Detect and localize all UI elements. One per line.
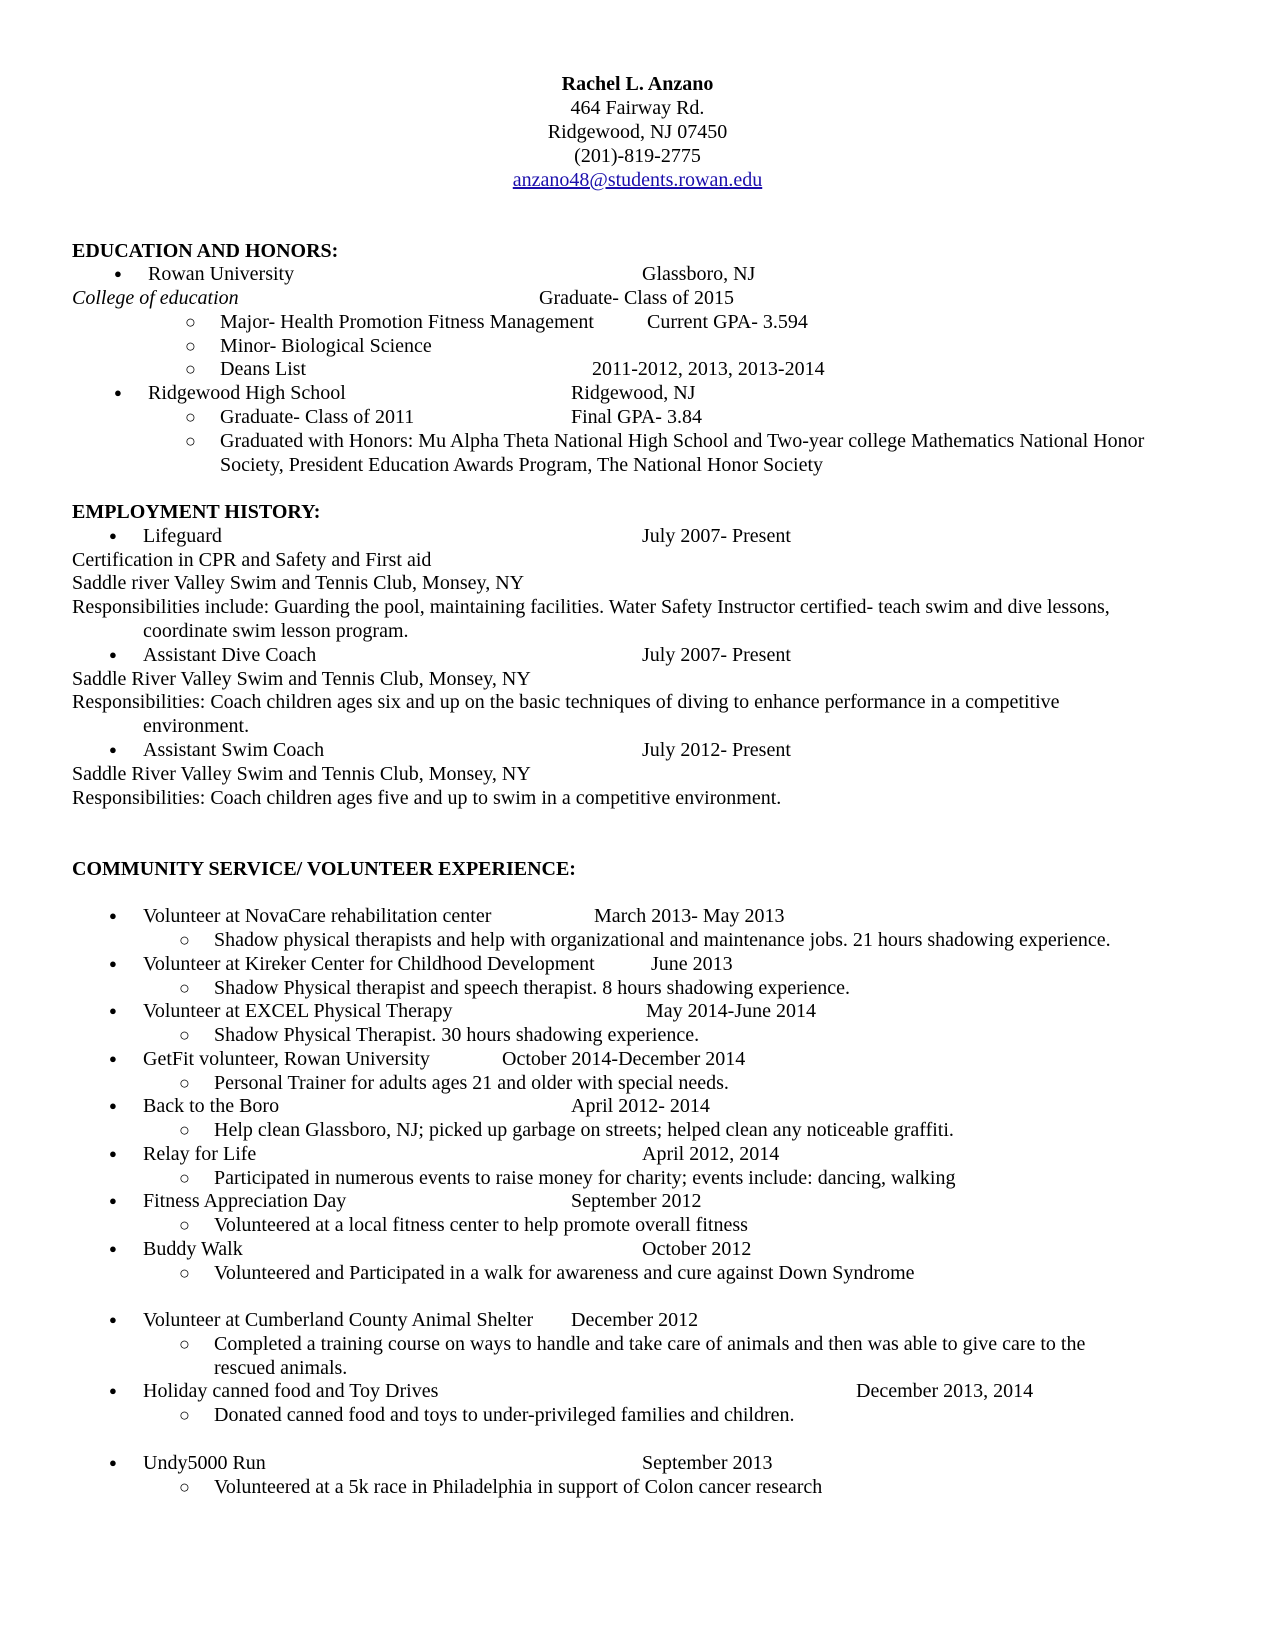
bullet-icon: ● [109,528,117,543]
rowan-deans-list: Deans List [220,358,307,380]
resume-name: Rachel L. Anzano [561,73,714,95]
bullet-icon: ● [114,266,122,281]
bullet-icon: ● [114,385,122,400]
circle-bullet-icon: ○ [179,1405,190,1425]
circle-bullet-icon: ○ [179,978,190,998]
swim-dates: July 2012- Present [642,739,791,761]
bullet-icon: ● [109,956,117,971]
dive-dates: July 2007- Present [642,644,791,666]
bullet-icon: ● [109,1098,117,1113]
bullet-icon: ● [109,647,117,662]
volunteer-detail: Help clean Glassboro, NJ; picked up garbage on streets; helped clean any noticeable graffiti. [214,1119,954,1141]
lifeguard-cert: Certification in CPR and Safety and First aid [72,549,432,571]
rowan-location: Glassboro, NJ [642,263,756,285]
community-heading: COMMUNITY SERVICE/ VOLUNTEER EXPERIENCE: [72,858,576,880]
volunteer-detail: Shadow Physical Therapist. 30 hours shadowing experience. [214,1024,700,1046]
lifeguard-title: Lifeguard [143,525,222,547]
volunteer-dates: September 2013 [642,1452,773,1474]
employment-heading: EMPLOYMENT HISTORY: [72,501,321,523]
volunteer-detail: Volunteered at a 5k race in Philadelphia in support of Colon cancer research [214,1476,823,1498]
education-heading: EDUCATION AND HONORS: [72,240,339,262]
bullet-icon: ● [109,1455,117,1470]
volunteer-title: Volunteer at NovaCare rehabilitation center [143,905,492,927]
volunteer-dates: October 2012 [642,1238,752,1260]
volunteer-dates: April 2012- 2014 [571,1095,710,1117]
ridgewood-graduate: Graduate- Class of 2011 [220,406,415,428]
lifeguard-resp-line1: Responsibilities include: Guarding the pool, maintaining facilities. Water Safety Instructor certified- teach swim and dive lessons, [72,596,1110,618]
volunteer-title: Undy5000 Run [143,1452,266,1474]
rowan-deans-years: 2011-2012, 2013, 2013-2014 [592,358,825,380]
ridgewood-gpa: Final GPA- 3.84 [571,406,702,428]
circle-bullet-icon: ○ [185,407,196,427]
swim-place: Saddle River Valley Swim and Tennis Club, Monsey, NY [72,763,531,785]
circle-bullet-icon: ○ [179,1334,190,1354]
volunteer-title: Holiday canned food and Toy Drives [143,1380,439,1402]
circle-bullet-icon: ○ [179,1477,190,1497]
volunteer-detail: Participated in numerous events to raise money for charity; events include: dancing, walking [214,1167,956,1189]
ridgewood-name: Ridgewood High School [148,382,346,404]
volunteer-dates: June 2013 [651,953,733,975]
rowan-college: College of education [72,287,239,309]
circle-bullet-icon: ○ [179,1120,190,1140]
volunteer-dates: September 2012 [571,1190,702,1212]
circle-bullet-icon: ○ [179,1025,190,1045]
volunteer-detail: Volunteered at a local fitness center to help promote overall fitness [214,1214,748,1236]
bullet-icon: ● [109,1193,117,1208]
rowan-name: Rowan University [148,263,295,285]
dive-resp-line1: Responsibilities: Coach children ages six and up on the basic techniques of diving to enhance performance in a competitive [72,691,1060,713]
address-line-2: Ridgewood, NJ 07450 [547,121,728,143]
circle-bullet-icon: ○ [185,336,196,356]
rowan-minor: Minor- Biological Science [220,335,432,357]
volunteer-title: Volunteer at Kireker Center for Childhood Development [143,953,595,975]
volunteer-dates: April 2012, 2014 [642,1143,780,1165]
bullet-icon: ● [109,1146,117,1161]
rowan-graduate: Graduate- Class of 2015 [539,287,734,309]
dive-title: Assistant Dive Coach [143,644,317,666]
volunteer-detail: Personal Trainer for adults ages 21 and older with special needs. [214,1072,729,1094]
circle-bullet-icon: ○ [179,930,190,950]
swim-title: Assistant Swim Coach [143,739,325,761]
ridgewood-location: Ridgewood, NJ [571,382,696,404]
bullet-icon: ● [109,1312,117,1327]
volunteer-title: Volunteer at Cumberland County Animal Shelter [143,1309,534,1331]
volunteer-dates: December 2013, 2014 [856,1380,1034,1402]
volunteer-dates: May 2014-June 2014 [646,1000,816,1022]
rowan-gpa: Current GPA- 3.594 [647,311,808,333]
circle-bullet-icon: ○ [185,359,196,379]
volunteer-title: Fitness Appreciation Day [143,1190,347,1212]
circle-bullet-icon: ○ [185,431,196,451]
lifeguard-resp-line2: coordinate swim lesson program. [143,620,409,642]
volunteer-dates: March 2013- May 2013 [594,905,785,927]
bullet-icon: ● [109,1003,117,1018]
circle-bullet-icon: ○ [179,1168,190,1188]
bullet-icon: ● [109,908,117,923]
swim-resp-line1: Responsibilities: Coach children ages five and up to swim in a competitive environment. [72,787,782,809]
dive-resp-line2: environment. [143,715,250,737]
circle-bullet-icon: ○ [185,312,196,332]
volunteer-dates: October 2014-December 2014 [502,1048,746,1070]
volunteer-detail: Donated canned food and toys to under-privileged families and children. [214,1404,795,1426]
volunteer-dates: December 2012 [571,1309,699,1331]
email-container [0,168,1275,192]
address-line-1: 464 Fairway Rd. [570,97,705,119]
bullet-icon: ● [109,742,117,757]
bullet-icon: ● [109,1241,117,1256]
volunteer-title: Buddy Walk [143,1238,243,1260]
lifeguard-place: Saddle river Valley Swim and Tennis Club, Monsey, NY [72,572,525,594]
volunteer-title: Volunteer at EXCEL Physical Therapy [143,1000,453,1022]
volunteer-detail: Completed a training course on ways to handle and take care of animals and then was able to give care to the [214,1333,1086,1355]
volunteer-detail: Volunteered and Participated in a walk for awareness and cure against Down Syndrome [214,1262,915,1284]
rowan-major: Major- Health Promotion Fitness Management [220,311,594,333]
ridgewood-honors-line2: Society, President Education Awards Program, The National Honor Society [220,454,824,476]
lifeguard-dates: July 2007- Present [642,525,791,547]
volunteer-detail: Shadow physical therapists and help with organizational and maintenance jobs. 21 hours shadowing experience. [214,929,1111,951]
dive-place: Saddle River Valley Swim and Tennis Club, Monsey, NY [72,668,531,690]
circle-bullet-icon: ○ [179,1263,190,1283]
bullet-icon: ● [109,1383,117,1398]
volunteer-title: Back to the Boro [143,1095,280,1117]
email-link[interactable]: anzano48@students.rowan.edu [512,169,763,191]
phone-number: (201)-819-2775 [574,145,701,167]
circle-bullet-icon: ○ [179,1073,190,1093]
volunteer-detail-continued: rescued animals. [214,1357,348,1379]
circle-bullet-icon: ○ [179,1215,190,1235]
bullet-icon: ● [109,1051,117,1066]
volunteer-title: GetFit volunteer, Rowan University [143,1048,430,1070]
ridgewood-honors-line1: Graduated with Honors: Mu Alpha Theta National High School and Two-year college Mathematics National Honor [220,430,1145,452]
volunteer-title: Relay for Life [143,1143,257,1165]
volunteer-detail: Shadow Physical therapist and speech therapist. 8 hours shadowing experience. [214,977,850,999]
